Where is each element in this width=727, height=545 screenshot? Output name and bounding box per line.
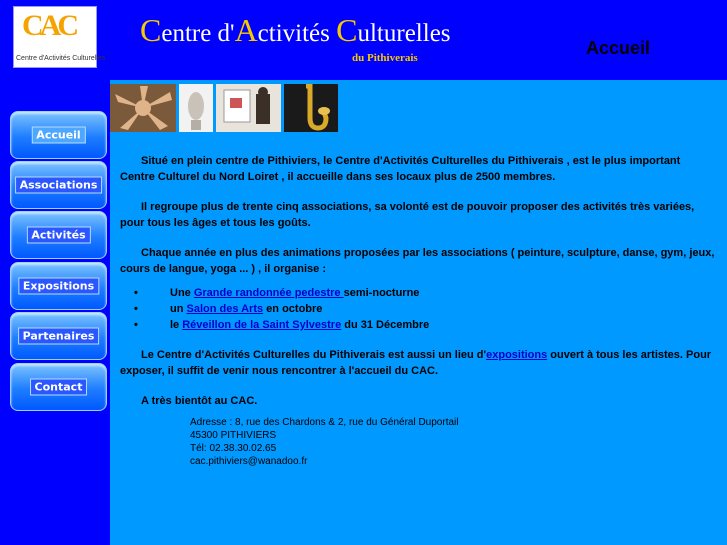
list-item-text: Une [170,287,194,299]
site-title [140,12,451,49]
sidebar-nav [0,80,110,545]
paragraph-text: Le Centre d'Activités Culturelles du Pithiverais est aussi un lieu d' [141,349,487,361]
randonnee-link[interactable]: Grande randonnée pedestre [193,287,344,299]
header [0,0,727,80]
nav-associations-button[interactable] [10,161,107,209]
site-title-letter: C [140,12,162,48]
nav-partenaires-button[interactable] [10,312,107,360]
bullet: • [134,319,138,331]
list-item-text: semi-nocturne [343,287,420,299]
logo-subtitle: Centre d'Activités Culturelles [16,55,106,62]
paragraph: Situé en plein centre de Pithiviers, le Centre d'Activités Culturelles du Pithiverais , est le plus important Centre Culturel du Nord Loiret , il accueille dans ses locaux plus de 2500 membres. [120,155,681,183]
events-list [120,285,715,333]
nav-label: Expositions [18,278,99,295]
list-item [120,317,715,333]
saxophone-photo [284,84,338,132]
logo-mark: CAC [22,9,75,42]
address-line: Adresse : 8, rue des Chardons & 2, rue du Général Duportail [190,417,459,428]
cac-logo[interactable] [13,6,106,68]
site-title-word: ulturelles [357,20,451,47]
painting-photo [216,84,281,132]
intro-text [120,153,715,423]
nav-contact-button[interactable] [10,363,107,411]
paragraph: A très bientôt au CAC. [141,395,258,407]
page-title: Accueil [586,38,651,58]
list-item-text: en octobre [263,303,323,315]
hands-photo [110,84,176,132]
bullet: • [134,303,138,315]
nav-activites-button[interactable] [10,211,107,259]
nav-expositions-button[interactable] [10,262,107,310]
list-item [120,285,715,301]
paragraph [120,347,715,379]
list-item-text: du 31 Décembre [341,319,430,331]
address-phone: Tél: 02.38.30.02.65 [190,443,277,454]
sculpture-photo [179,84,213,132]
main-content [110,80,727,545]
list-item [120,301,715,317]
site-title-word: ctivités [257,20,337,47]
address-email: cac.pithiviers@wanadoo.fr [190,456,308,467]
list-item-text: un [170,303,187,315]
salon-des-arts-link[interactable]: Salon des Arts [186,303,264,315]
paragraph-text: ouvert à tous les artistes. Pour exposer, il suffit de venir nous rencontrer à l'accueil du CAC. [120,349,712,377]
site-title-letter: C [336,12,358,48]
address-city: 45300 PITHIVIERS [190,430,277,441]
site-title-letter: A [234,12,258,48]
site-title-word: entre d' [161,20,235,47]
paragraph: Chaque année en plus des animations proposées par les associations ( peinture, sculpture, danse, gym, jeux, cours de langue, yoga ... ) , il organise : [120,247,715,275]
reveillon-link[interactable]: Réveillon de la Saint Sylvestre [182,319,342,331]
bullet: • [134,287,138,299]
expositions-link[interactable]: expositions [486,349,548,361]
paragraph: Il regroupe plus de trente cinq associations, sa volonté est de pouvoir proposer des activités très variées, pour tous les âges et tous les goûts. [120,201,695,229]
nav-accueil-button[interactable] [10,111,107,159]
nav-label: Associations [15,177,103,194]
list-item-text: le [170,319,183,331]
nav-label: Activités [26,227,90,244]
nav-label: Contact [30,379,88,396]
address-block [190,416,458,468]
nav-label: Partenaires [18,328,100,345]
nav-label: Accueil [31,127,85,144]
site-subtitle: du Pithiverais [352,52,418,64]
